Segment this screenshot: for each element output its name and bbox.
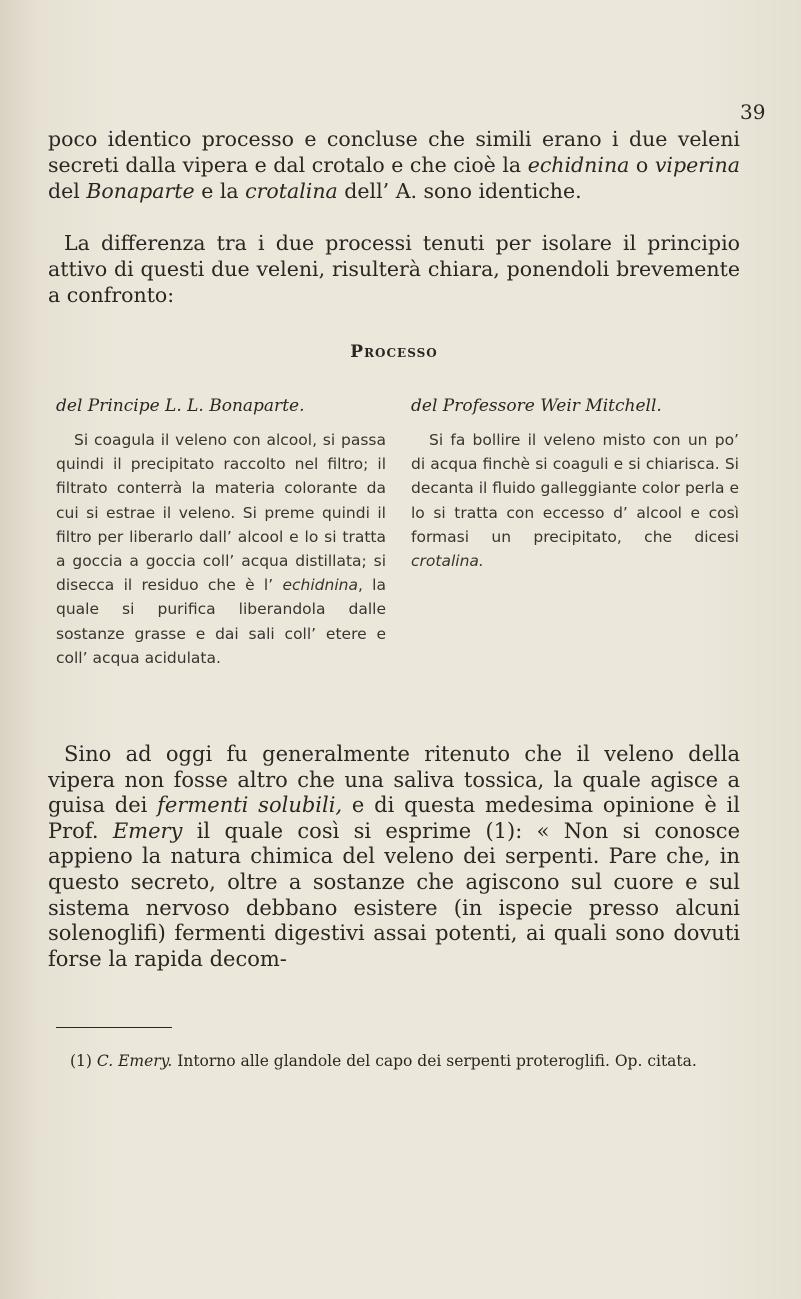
text-run: il quale così si esprime (1): « Non si conosce appieno la natura chimica del veleno dei serpenti. Pare che, in questo secreto, oltre a sostanze che agiscono sul cuore e sul sistema nervoso debbano esistere (in ispecie presso alcuni solenoglifi) fermenti digestivi assai potenti, ai quali sono dovuti forse la rapida decom- <box>48 818 740 971</box>
text-run: Si coagula il veleno con alcool, si passa quindi il precipitato raccolto nel filtro; il filtrato conterrà la materia colorante da cui si estrae il veleno. Si preme quindi il filtro per liberarlo dall’ alcool e lo si tratta a goccia a goccia coll’ acqua distillata; si disecca il residuo che è l’ <box>56 431 386 595</box>
column-text-left <box>56 428 386 670</box>
text-run: e di questa medesima opinione è il Prof. <box>48 793 740 843</box>
italic-term-viperina: viperina <box>654 153 740 177</box>
paragraph-main <box>48 742 740 972</box>
footnote-marker: (1) <box>70 1052 92 1070</box>
footnote-divider <box>56 1027 172 1028</box>
column-heading-right: del Professore Weir Mitchell. <box>411 396 662 416</box>
italic-term-bonaparte: Bonaparte <box>86 179 195 203</box>
section-heading: Processo <box>350 342 438 362</box>
text-run: dell’ A. sono identiche. <box>337 179 582 203</box>
text-run: e la <box>194 179 246 203</box>
footnote <box>56 1052 736 1071</box>
footnote-text: Intorno alle glandole del capo dei serpenti proteroglifi. Op. citata. <box>172 1052 697 1070</box>
footnote-author: C. Emery. <box>96 1052 173 1070</box>
italic-term-echidnina: echidnina <box>527 153 630 177</box>
italic-term: echidnina <box>282 576 358 595</box>
paragraph-comparison-intro: La differenza tra i due processi tenuti per isolare il principio attivo di questi due veleni, risulterà chiara, ponendoli brevemente a confronto: <box>48 231 740 307</box>
text-run: , la quale si purifica liberandola dalle sostanze grasse e dai sali coll’ etere e coll’ acqua acidulata. <box>56 576 386 667</box>
text-run: del <box>48 179 87 203</box>
italic-term-emery: Emery <box>112 818 183 843</box>
text-run: Sino ad oggi fu generalmente ritenuto che il veleno della vipera non fosse altro che una saliva tossica, la quale agisce a guisa dei <box>48 742 740 818</box>
paragraph-intro <box>48 126 740 204</box>
page-number: 39 <box>740 100 766 124</box>
column-text-right <box>411 428 739 573</box>
column-heading-left: del Principe L. L. Bonaparte. <box>56 396 305 416</box>
text-run: Si fa bollire il veleno misto con un po’ di acqua finchè si coaguli e si chiarisca. Si decanta il fluido galleggiante color perla e lo si tratta con eccesso d’ alcool e così formasi un precipitato, che dicesi <box>411 431 739 546</box>
italic-term-crotalina: crotalina <box>245 179 338 203</box>
text-run: o <box>629 153 655 177</box>
text-run: poco identico processo e concluse che simili erano i due veleni secreti dalla vipera e dal crotalo e che cioè la <box>48 127 740 177</box>
italic-term-fermenti: fermenti solubili, <box>157 793 343 818</box>
italic-term: crotalina. <box>411 552 484 571</box>
